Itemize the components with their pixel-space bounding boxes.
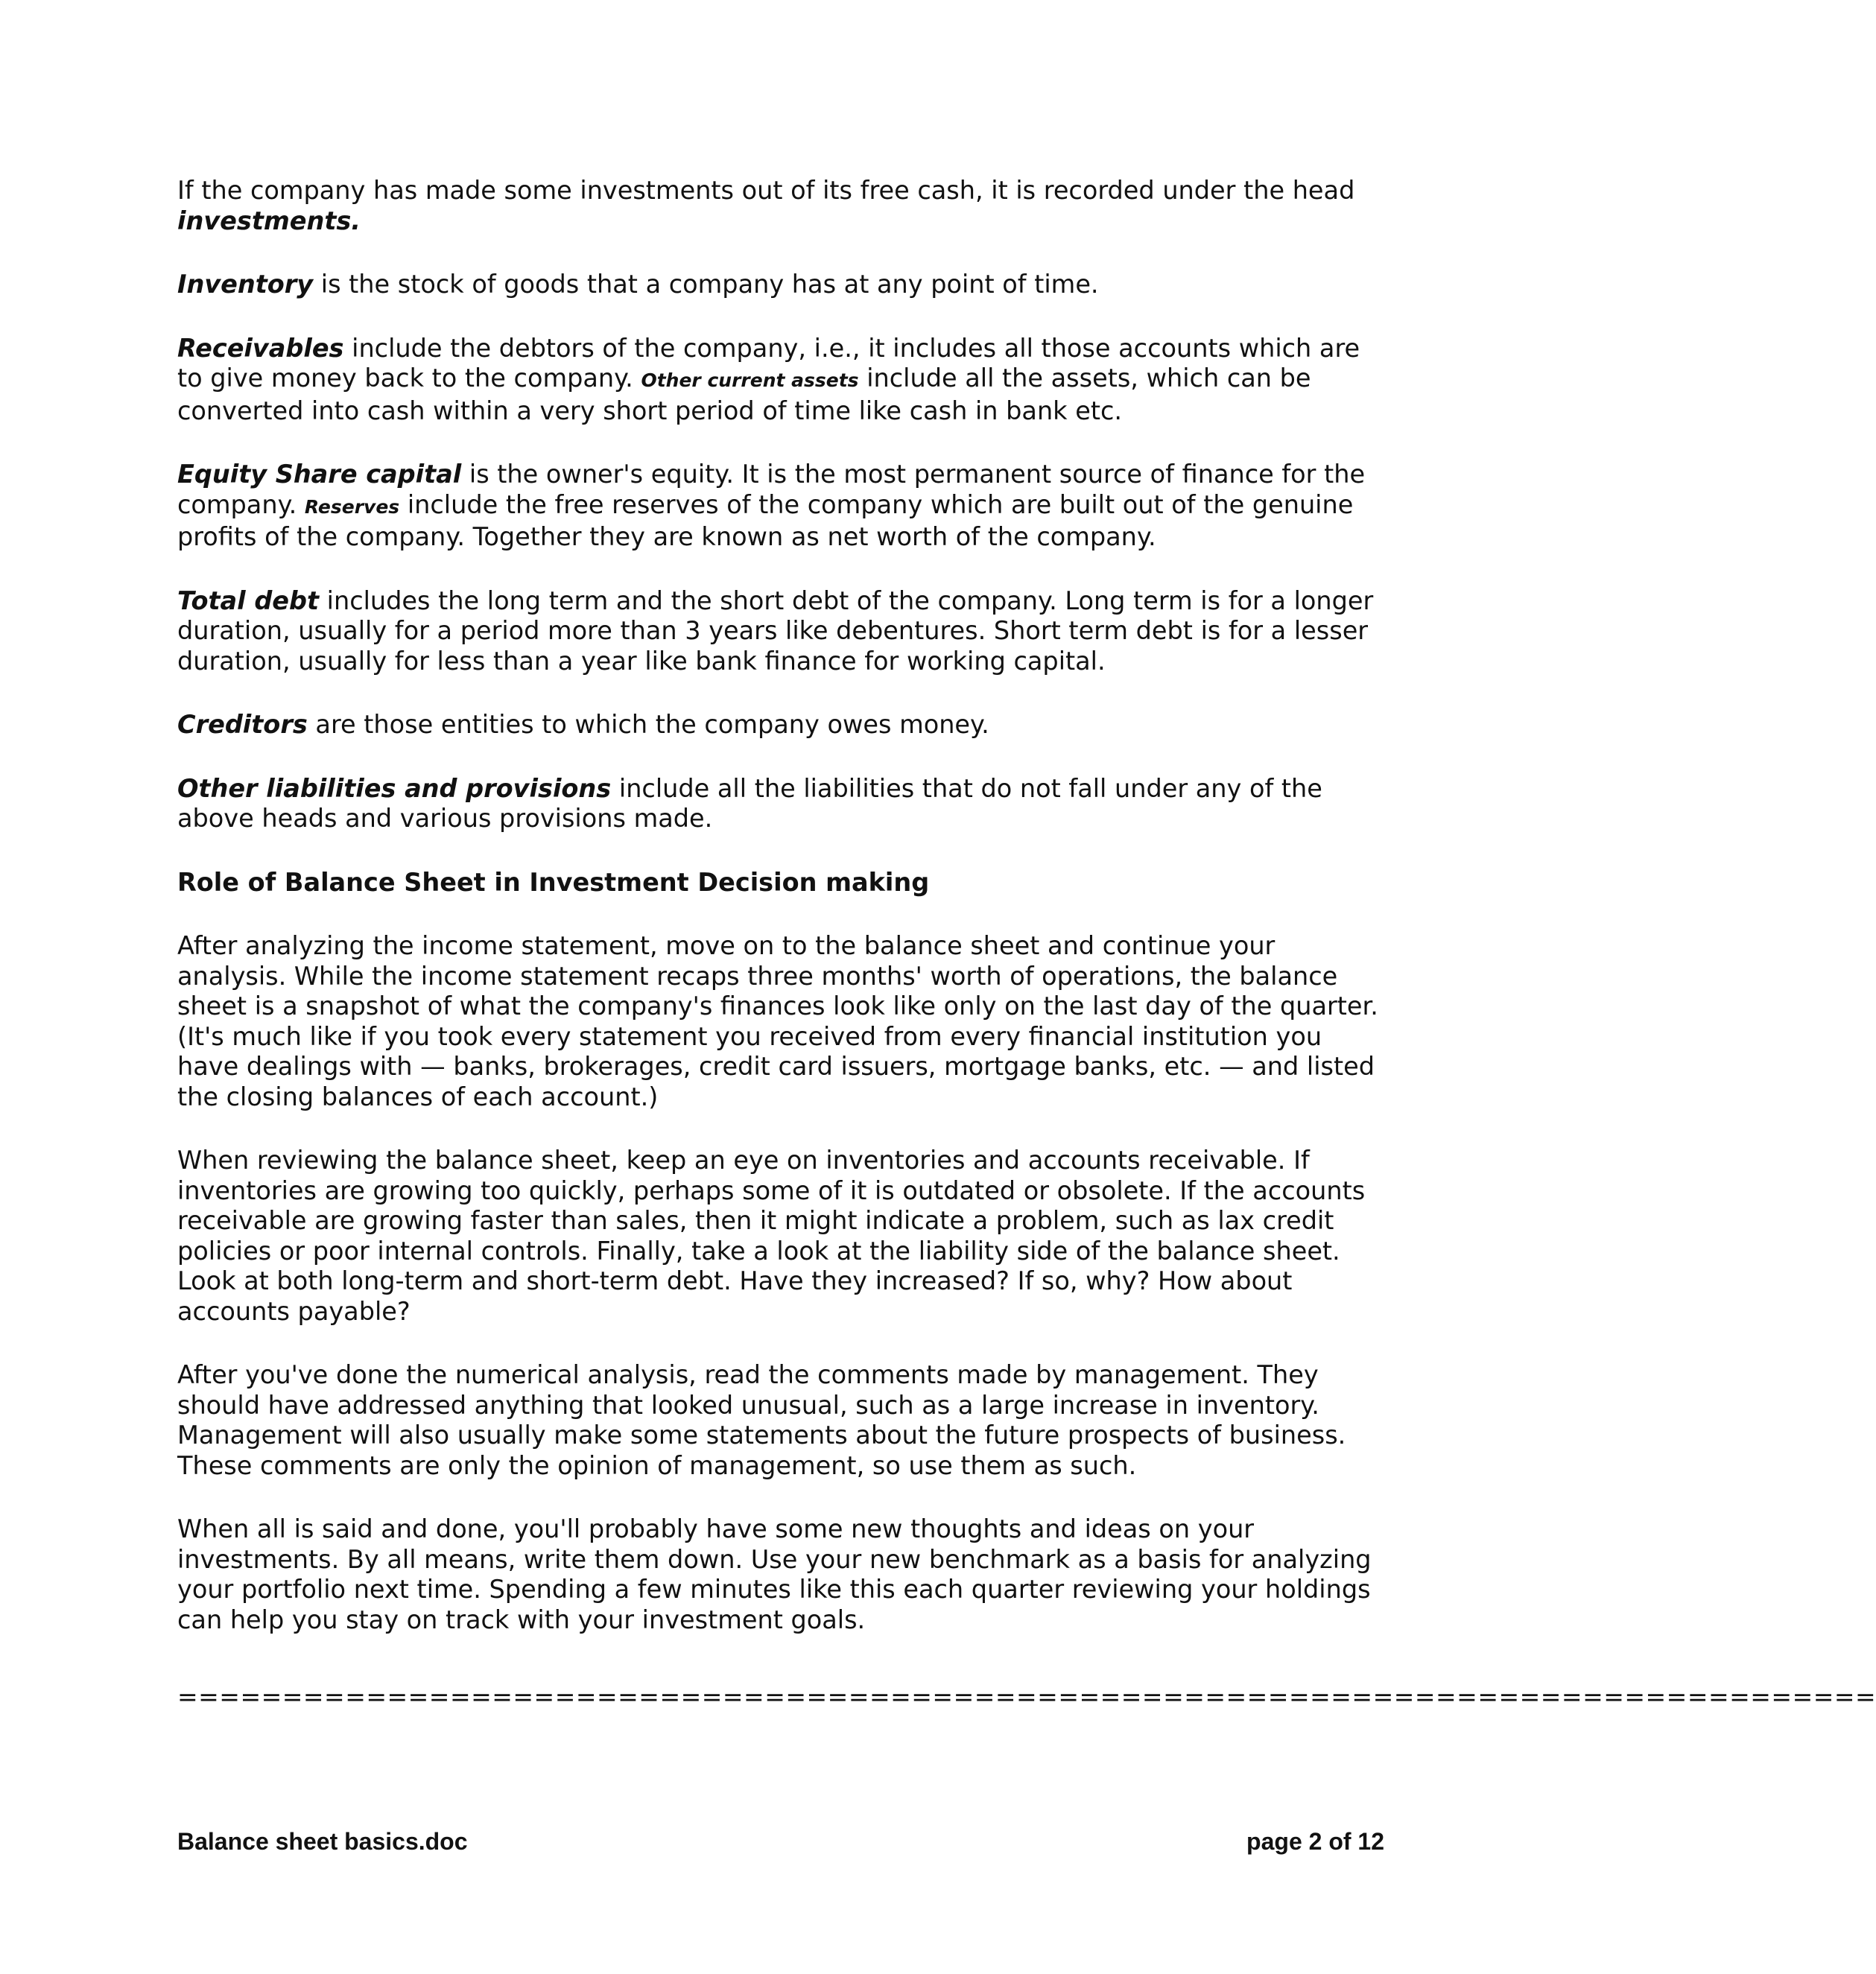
paragraph-receivables [177, 334, 1384, 427]
paragraph-text: include the debtors of the company, i.e., it includes all those accounts which are to give money back to the company. [177, 333, 1360, 393]
term-other-liabilities: Other liabilities and provisions [177, 773, 612, 803]
body-paragraph-3: After you've done the numerical analysis, read the comments made by management. They should have addressed anything that looked unusual, such as a large increase in inventory. Management will also usually make some statements about the future prospects of business. These comments are only the opinion of management, so use them as such. [177, 1360, 1346, 1480]
body-paragraph-2: When reviewing the balance sheet, keep an eye on inventories and accounts receivable. If inventories are growing too quickly, perhaps some of it is outdated or obsolete. If the accounts receivable are growing faster than sales, then it might indicate a problem, such as lax credit policies or poor internal controls. Finally, take a look at the liability side of the balance sheet. Look at both long-term and short-term debt. Have they increased? If so, why? How about accounts payable? [177, 1146, 1366, 1326]
separator-line: ================================================================================= [177, 1682, 1876, 1711]
paragraph-text: is the owner's equity. It is the most permanent source of finance for the company. [177, 460, 1366, 519]
paragraph-text: includes the long term and the short debt of the company. Long term is for a longer duration, usually for a period more than 3 years like debentures. Short term debt is for a lesser duration, usually for less than a year like bank finance for working capital. [177, 585, 1374, 676]
term-inventory: Inventory [177, 270, 314, 299]
paragraph-text: include the free reserves of the company which are built out of the genuine profits of the company. Together they are known as net worth of the company. [177, 489, 1354, 551]
term-receivables: Receivables [177, 333, 344, 363]
paragraph-total-debt [177, 586, 1384, 677]
paragraph-text: include all the assets, which can be converted into cash within a very short period of time like cash in bank etc. [177, 364, 1311, 425]
footer-filename: Balance sheet basics.doc [177, 1828, 468, 1855]
term-equity-share-capital: Equity Share capital [177, 460, 462, 489]
paragraph-equity [177, 460, 1384, 553]
term-total-debt: Total debt [177, 585, 320, 615]
body-paragraph-4: When all is said and done, you'll probably have some new thoughts and ideas on your investments. By all means, write them down. Use your new benchmark as a basis for analyzing your portfolio next time. Spending a few minutes like this each quarter reviewing your holdings can help you stay on track with your investment goals. [177, 1514, 1372, 1634]
paragraph-text: If the company has made some investments out of its free cash, it is recorded under the head [177, 176, 1355, 205]
paragraph-text: are those entities to which the company owes money. [307, 710, 989, 739]
term-creditors: Creditors [177, 710, 308, 739]
paragraph-inventory [177, 270, 1384, 300]
body-paragraph-1: After analyzing the income statement, move on to the balance sheet and continue your analysis. While the income statement recaps three months' worth of operations, the balance sheet is a snapshot of what the company's finances look like only on the last day of the quarter. (It's much like if you took every statement you received from every financial institution you have dealings with — banks, brokerages, credit card issuers, mortgage banks, etc. — and listed the closing balances of each account.) [177, 931, 1378, 1111]
document-body [177, 176, 1384, 1669]
paragraph-text: include all the liabilities that do not fall under any of the above heads and various provisions made. [177, 773, 1322, 833]
paragraph-other-liabilities [177, 774, 1384, 834]
page-footer [177, 1827, 1384, 1856]
paragraph-text: is the stock of goods that a company has at any point of time. [313, 270, 1099, 299]
footer-page-number: page 2 of 12 [1246, 1828, 1384, 1855]
paragraph-creditors [177, 710, 1384, 740]
section-heading: Role of Balance Sheet in Investment Decision making [177, 867, 930, 897]
term-investments: investments. [177, 206, 361, 235]
term-reserves: Reserves [304, 495, 400, 518]
term-other-current-assets: Other current assets [641, 369, 859, 391]
paragraph-investments [177, 176, 1384, 236]
